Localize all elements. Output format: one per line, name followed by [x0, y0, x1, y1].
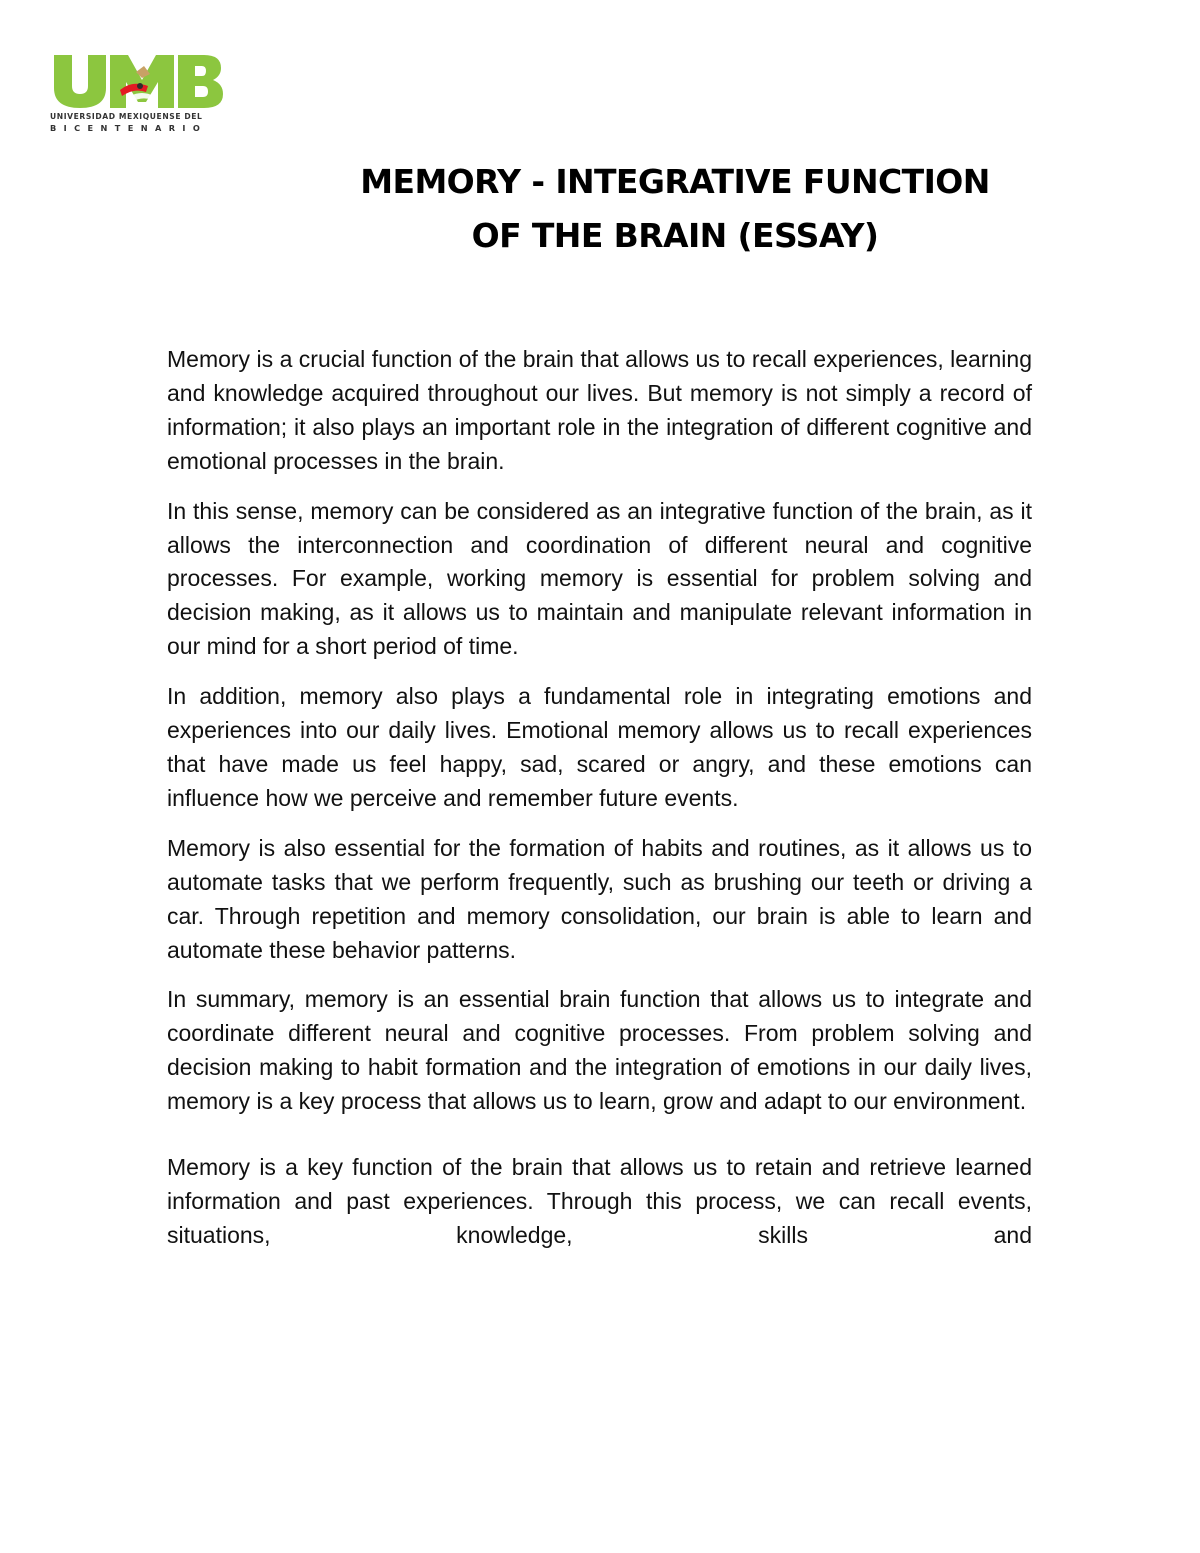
paragraph: Memory is a crucial function of the brain that allows us to recall experiences, learning and knowledge acquired throughout our lives. But memory is not simply a record of information; it also plays an important role in the integration of different cognitive and emotional processes in the brain.: [167, 346, 1032, 474]
paragraph: In addition, memory also plays a fundamental role in integrating emotions and experiences into our daily lives. Emotional memory allows us to recall experiences that have made us feel happy, sad, scared or angry, and these emotions can influence how we perceive and remember future events.: [167, 683, 1032, 811]
umb-logo-graphic: [50, 52, 225, 110]
logo-subtitle-line1: UNIVERSIDAD MEXIQUENSE DEL: [50, 112, 203, 121]
title-line-1: MEMORY - INTEGRATIVE FUNCTION: [360, 162, 990, 201]
university-logo: [50, 52, 225, 142]
logo-subtitle: [50, 112, 225, 133]
paragraph: Memory is a key function of the brain that allows us to retain and retrieve learned information and past experiences. Through this process, we can recall events, situations, knowledge, skills and: [167, 1154, 1032, 1248]
document-title: [300, 155, 1050, 263]
title-line-2: OF THE BRAIN (ESSAY): [471, 216, 879, 255]
paragraph: In summary, memory is an essential brain function that allows us to integrate and coordinate different neural and cognitive processes. From problem solving and decision making to habit formation and the integration of emotions in our daily lives, memory is a key process that allows us to learn, grow and adapt to our environment.: [167, 986, 1032, 1115]
paragraph: Memory is also essential for the formation of habits and routines, as it allows us to automate tasks that we perform frequently, such as brushing our teeth or driving a car. Through repetition and memory consolidation, our brain is able to learn and automate these behavior patterns.: [167, 834, 1032, 963]
paragraph: In this sense, memory can be considered as an integrative function of the brain, as it allows the interconnection and coordination of different neural and cognitive processes. For example, working memory is essential for problem solving and decision making, as it allows us to maintain and manipulate relevant information in our mind for a short period of time.: [167, 497, 1032, 660]
essay-body: [167, 343, 1032, 1253]
logo-subtitle-line2: BICENTENARIO: [50, 123, 208, 133]
